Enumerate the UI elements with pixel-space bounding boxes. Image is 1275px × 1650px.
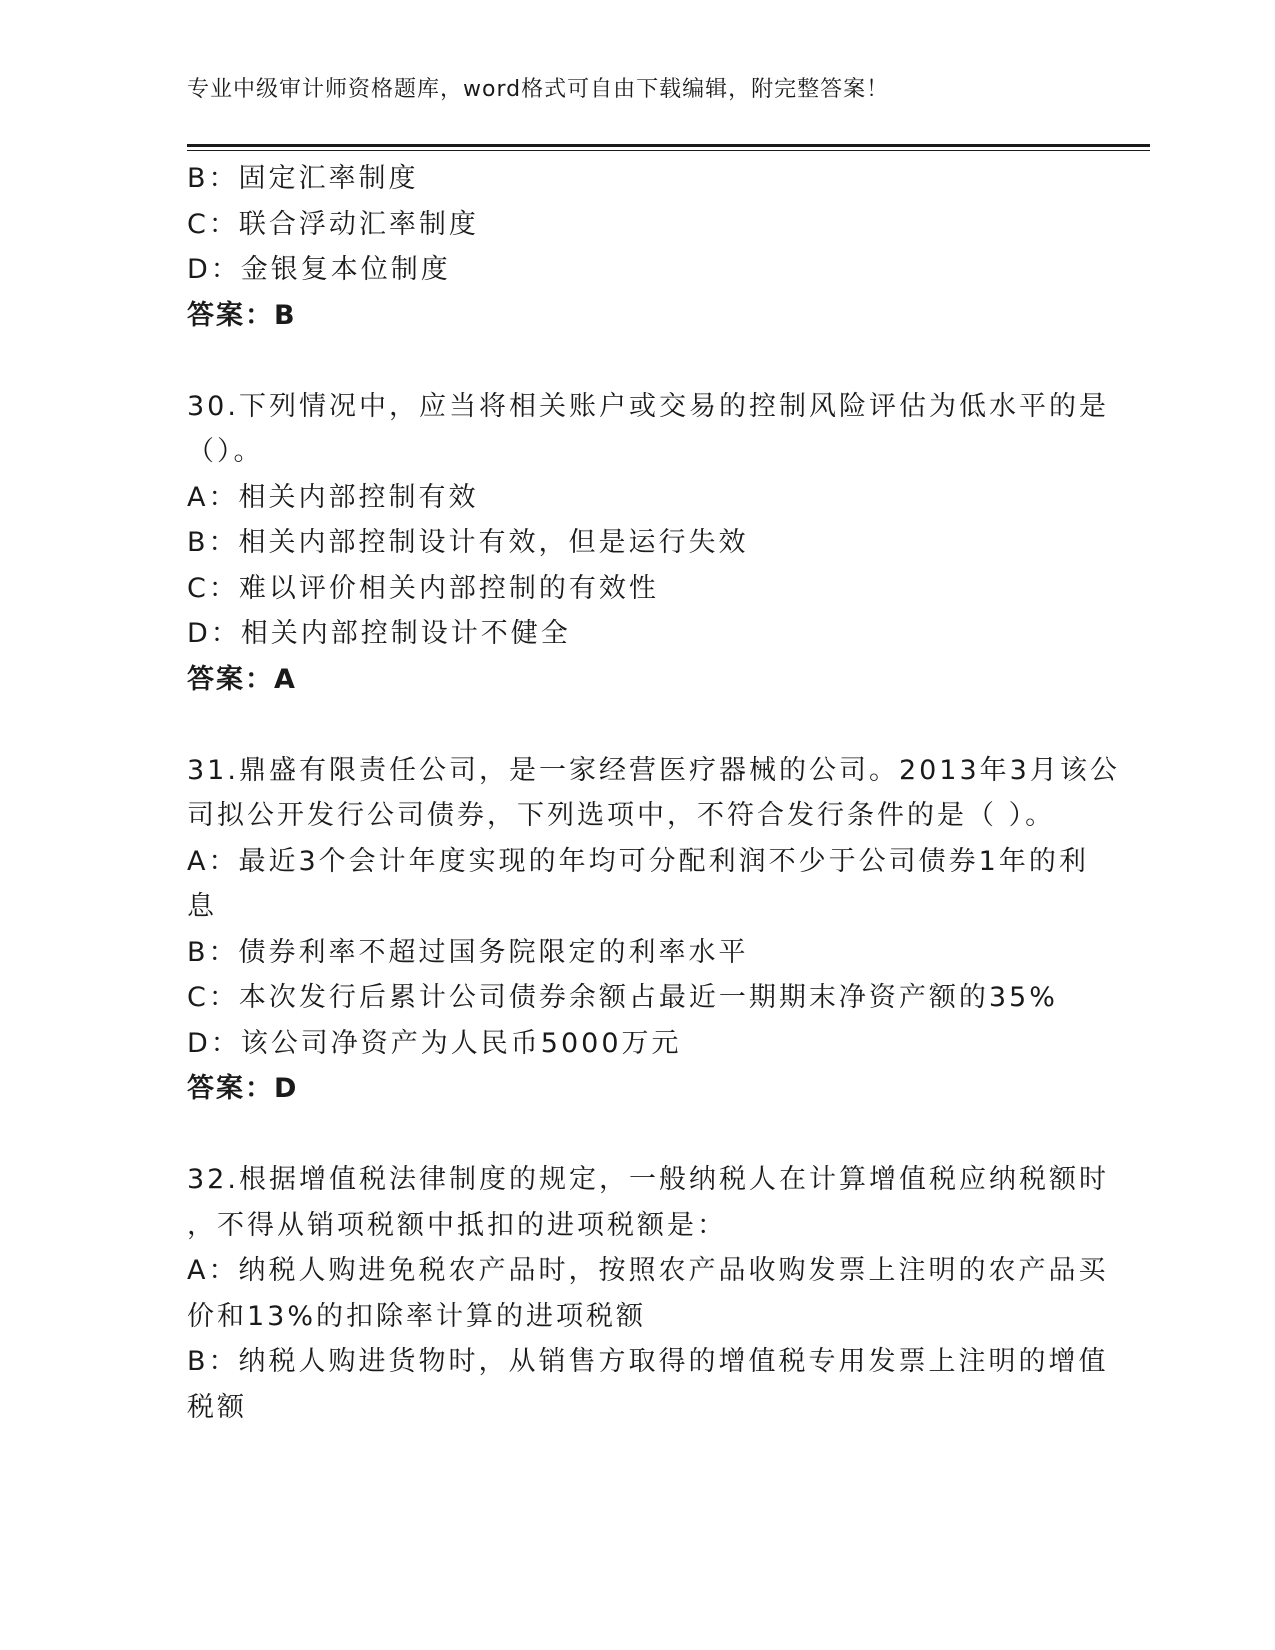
q31-option-c: C：本次发行后累计公司债券余额占最近一期期末净资产额的35%: [187, 982, 1058, 1013]
page-header: 专业中级审计师资格题库，word格式可自由下载编辑，附完整答案！: [187, 77, 890, 102]
q30-option-a: A：相关内部控制有效: [187, 481, 479, 513]
q30-option-b: B：相关内部控制设计有效，但是运行失效: [187, 527, 749, 558]
q31-option-a-cont: 息: [187, 891, 217, 922]
q31-answer: 答案：D: [187, 1073, 299, 1104]
header-rule-thin: [187, 150, 1150, 151]
q32-option-b: B：纳税人购进货物时，从销售方取得的增值税专用发票上注明的增值: [187, 1346, 1109, 1377]
q32-stem-line-1: 32.根据增值税法律制度的规定，一般纳税人在计算增值税应纳税额时: [187, 1164, 1109, 1195]
q31-stem-line-2: 司拟公开发行公司债券，下列选项中，不符合发行条件的是（ ）。: [187, 800, 1056, 831]
q29-option-d: D：金银复本位制度: [187, 254, 451, 285]
question-content: [187, 156, 1120, 1430]
q30-answer: 答案：A: [187, 663, 297, 695]
q30-stem-line-1: 30.下列情况中，应当将相关账户或交易的控制风险评估为低水平的是: [187, 390, 1109, 422]
q30-stem-line-2: （）。: [187, 436, 264, 467]
q30-option-d: D：相关内部控制设计不健全: [187, 618, 571, 649]
spacer: [187, 338, 1067, 384]
q31-option-d: D：该公司净资产为人民币5000万元: [187, 1027, 682, 1059]
spacer: [187, 1112, 1067, 1158]
q29-option-b: B：固定汇率制度: [187, 163, 419, 194]
q30-option-c: C：难以评价相关内部控制的有效性: [187, 572, 659, 604]
header-rule-thick: [187, 144, 1150, 147]
q29-answer: 答案：B: [187, 299, 297, 331]
spacer: [187, 702, 1067, 748]
q32-option-a: A：纳税人购进免税农产品时，按照农产品收购发票上注明的农产品买: [187, 1255, 1109, 1286]
q29-option-c: C：联合浮动汇率制度: [187, 208, 479, 240]
q32-option-a-cont: 价和13%的扣除率计算的进项税额: [187, 1300, 647, 1332]
q31-stem-line-1: 31.鼎盛有限责任公司，是一家经营医疗器械的公司。2013年3月该公: [187, 754, 1120, 786]
q32-stem-line-2: ，不得从销项税额中抵扣的进项税额是：: [187, 1209, 727, 1241]
q32-option-b-cont: 税额: [187, 1391, 247, 1423]
q31-option-a: A：最近3个会计年度实现的年均可分配利润不少于公司债券1年的利: [187, 845, 1089, 877]
q31-option-b: B：债券利率不超过国务院限定的利率水平: [187, 936, 749, 968]
